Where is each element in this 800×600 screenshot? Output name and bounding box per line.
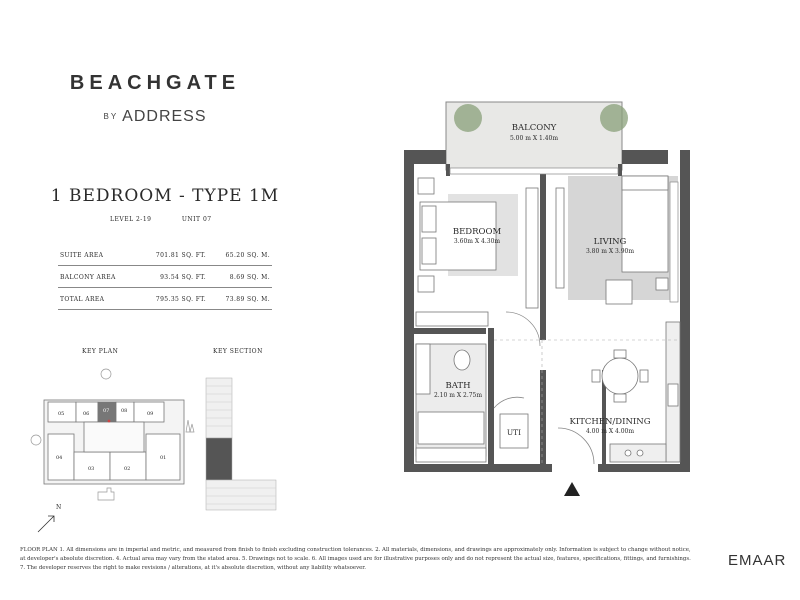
brand-title: BEACHGATE [69, 72, 241, 94]
sliding-door [450, 168, 618, 174]
chair [592, 370, 600, 382]
armchair [606, 280, 632, 304]
nightstand [418, 178, 434, 194]
door-swing [506, 312, 540, 346]
chair [640, 370, 648, 382]
kitchen-label: KITCHEN/DINING [569, 417, 651, 427]
ferris-wheel-icon [31, 435, 41, 445]
wall [540, 168, 546, 340]
bedroom-label: BEDROOM [452, 227, 502, 237]
floor-plan [380, 92, 720, 500]
area-sqft: 701.81 SQ. FT. [137, 244, 208, 266]
wall [404, 464, 552, 472]
wall [598, 464, 690, 472]
key-plan-unit-label: 06 [83, 411, 90, 417]
developer-logo: EMAAR [728, 552, 787, 569]
unit-number: UNIT 07 [181, 216, 212, 223]
tv-console [556, 188, 564, 288]
building-icon [98, 488, 114, 500]
wall [622, 150, 668, 164]
bedroom-dim: 3.60m X 4.30m [453, 238, 501, 245]
key-plan-unit-label: 08 [121, 408, 128, 414]
pillow [422, 238, 436, 264]
ferris-wheel-icon [101, 369, 111, 379]
brand-by: BY [103, 112, 119, 122]
area-sqm: 8.69 SQ. M. [208, 266, 272, 288]
wall [618, 164, 622, 176]
wall [488, 328, 494, 464]
table-row [58, 266, 272, 288]
bath-label: BATH [445, 381, 471, 391]
table-row [58, 288, 272, 310]
door-swing [494, 397, 524, 408]
key-section-diagram [198, 368, 284, 518]
chair [614, 394, 626, 402]
area-sqm: 65.20 SQ. M. [208, 244, 272, 266]
disclaimer-line: FLOOR PLAN 1. All dimensions are in imperial and metric, and measured from finish to finish excluding construction tolerances. 2. All materials, dimensions, and drawings are approximately only. Information is subject to change without notice, [20, 547, 691, 553]
hob [625, 450, 631, 456]
sink [668, 384, 678, 406]
sofa-arm [622, 176, 668, 190]
area-sqft: 795.35 SQ. FT. [137, 288, 208, 310]
key-plan-diagram [30, 362, 200, 512]
brand-sub: ADDRESS [122, 108, 207, 125]
area-label: SUITE AREA [58, 244, 137, 266]
wall [404, 150, 414, 472]
tower-icon [186, 420, 194, 432]
unit-title: 1 BEDROOM - TYPE 1M [50, 186, 280, 206]
window [670, 182, 678, 302]
wall [540, 370, 546, 464]
living-label: LIVING [593, 237, 627, 247]
key-plan-title: KEY PLAN [82, 348, 119, 355]
key-plan-unit-label: 04 [56, 455, 63, 461]
wall [446, 164, 450, 176]
key-plan-core [84, 422, 144, 452]
toilet [454, 350, 470, 370]
side-table [656, 278, 668, 290]
key-plan-unit-label: 07 [103, 408, 110, 414]
section-podium [206, 480, 276, 510]
balcony-dim: 5.00 m X 1.40m [509, 135, 559, 142]
unit-level: LEVEL 2-19 [110, 216, 152, 223]
key-plan-unit-label: 01 [160, 455, 167, 461]
entrance-arrow-icon [564, 482, 580, 496]
key-plan-unit-label: 05 [58, 411, 65, 417]
vanity [416, 344, 430, 394]
balcony-label: BALCONY [511, 123, 557, 133]
brand-subtitle [0, 108, 310, 126]
living-dim: 3.80 m X 3.90m [585, 248, 635, 255]
area-label: BALCONY AREA [58, 266, 137, 288]
shelf [416, 448, 486, 462]
wardrobe [526, 188, 538, 308]
north-arrow-icon [36, 512, 60, 534]
wall [680, 150, 690, 472]
pillow [422, 206, 436, 232]
unit-marker-icon [108, 420, 111, 423]
section-highlight-floors [206, 438, 232, 480]
table-row [58, 244, 272, 266]
uti-label: UTI [506, 428, 522, 437]
bath-dim: 2.10 m X 2.75m [433, 392, 483, 399]
disclaimer [20, 546, 710, 573]
closet [416, 312, 488, 326]
chair [614, 350, 626, 358]
key-plan-unit-label: 09 [147, 411, 154, 417]
disclaimer-line: 7. The developer reserves the right to make revisions / alterations, at it's absolute discretion, without any liability whatsoever. [20, 565, 367, 571]
nightstand [418, 276, 434, 292]
section-upper-floors [206, 378, 232, 438]
bathtub [418, 412, 484, 444]
area-sqft: 93.54 SQ. FT. [137, 266, 208, 288]
key-section-title: KEY SECTION [213, 348, 263, 355]
north-label: N [56, 504, 62, 511]
unit-meta [110, 216, 240, 223]
area-sqm: 73.89 SQ. M. [208, 288, 272, 310]
key-plan-unit-label: 03 [88, 466, 95, 472]
key-plan-unit-label: 02 [124, 466, 131, 472]
kitchen-dim: 4.00 m X 4.00m [585, 428, 635, 435]
area-label: TOTAL AREA [58, 288, 137, 310]
wall [414, 328, 486, 334]
area-table [58, 244, 272, 310]
hob [637, 450, 643, 456]
dining-table [602, 358, 638, 394]
disclaimer-line: at developer's absolute discretion. 4. Actual area may vary from the stated area. 5. Drawings not to scale. 6. All images used are for illustrative purposes only and do not represent the actual size, features, specifications, fittings, and furnishings. [20, 556, 691, 562]
